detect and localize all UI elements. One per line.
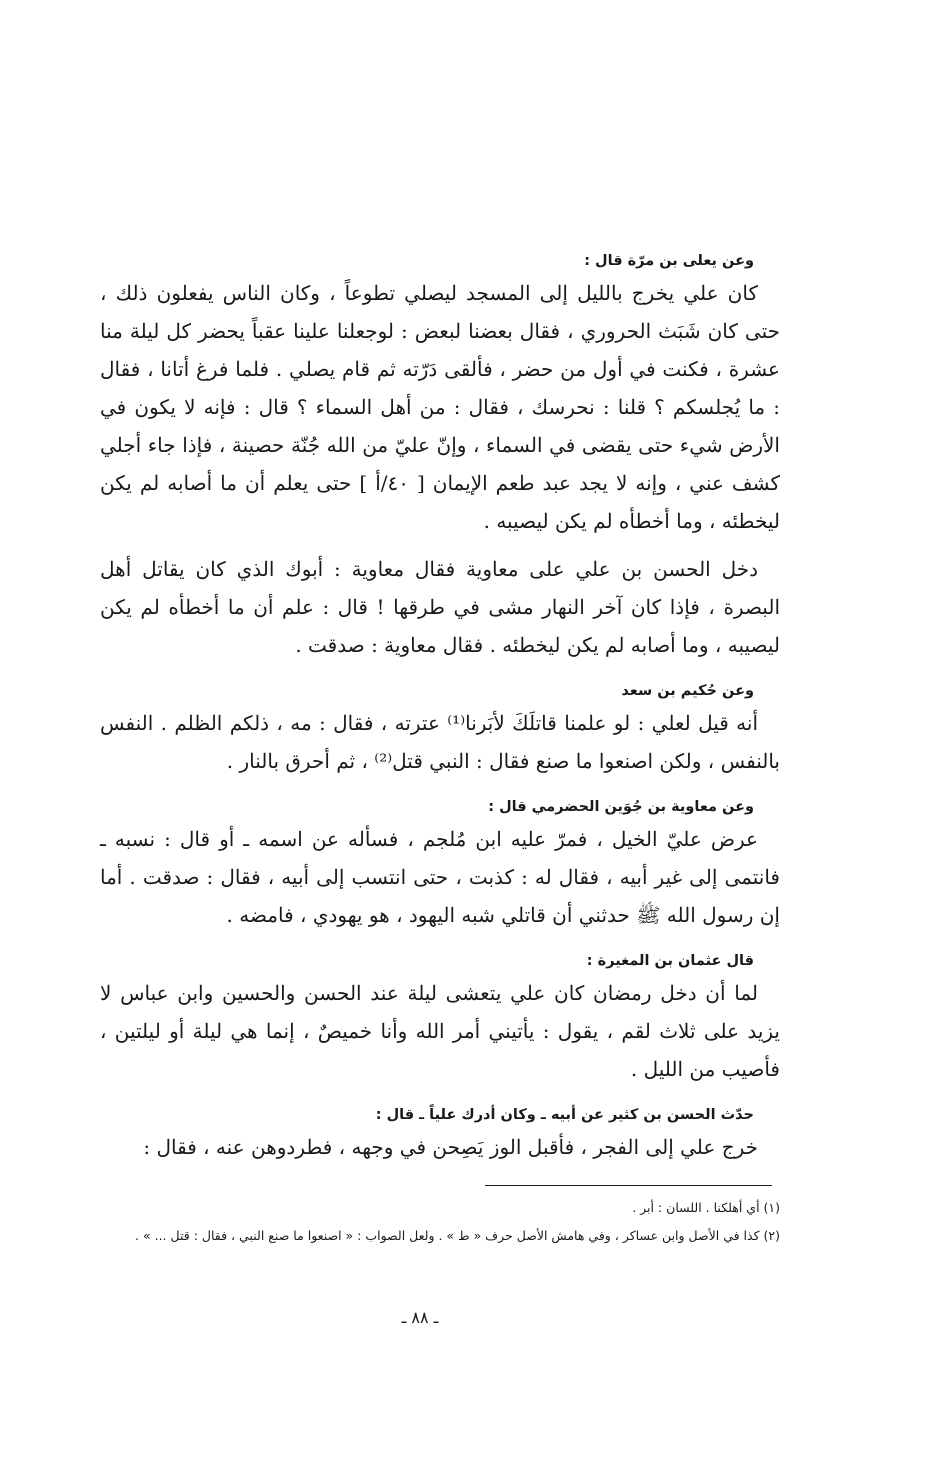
section-heading: وعن يعلى بن مرّة قال : bbox=[584, 253, 754, 269]
paragraph: لما أن دخل رمضان كان علي يتعشى ليلة عند الحسن والحسين وابن عباس لا يزيد على ثلاث لقم ، يقول : يأتيني أمر الله وأنا خميصٌ ، إنما هي ليلة أو ليلتين ، فأصيب من الليل . bbox=[100, 981, 780, 1081]
paragraph: خرج علي إلى الفجر ، فأقبل الوز يَصِحن في وجهه ، فطردوهن عنه ، فقال : bbox=[143, 1135, 758, 1159]
paragraph: دخل الحسن بن علي على معاوية فقال معاوية : أبوك الذي كان يقاتل أهل البصرة ، فإذا كان آخر النهار مشى في طرقها ! قال : علم أن ما أخطأه لم يكن ليصيبه ، وما أصابه لم يكن ليخطئه . فقال معاوية : صدقت . bbox=[100, 557, 780, 657]
footnotes bbox=[100, 1194, 780, 1250]
paragraph: عرض عليّ الخيل ، فمرّ عليه ابن مُلجم ، فسأله عن اسمه ـ أو قال : نسبه ـ فانتمى إلى غير أبيه ، فقال له : كذبت ، حتى انتسب إلى أبيه ، فقال : صدقت . أما إن رسول الله ﷺ حدثني أن قاتلي شبه اليهود ، هو يهودي ، فامضه . bbox=[100, 827, 780, 927]
section-heading: حدّث الحسن بن كثير عن أبيه ـ وكان أدرك علياً ـ قال : bbox=[375, 1107, 754, 1123]
paragraph: أنه قيل لعلي : لو علمنا قاتلَكَ لأبَرنا⁽¹⁾ عترته ، فقال : مه ، ذلكم الظلم . النفس بالنفس ، ولكن اصنعوا ما صنع فقال : النبي قتل⁽²⁾ ، ثم أحرق بالنار . bbox=[100, 711, 780, 773]
page-number: ـ ٨٨ ـ bbox=[401, 1308, 439, 1327]
paragraph: كان علي يخرج بالليل إلى المسجد ليصلي تطوعاً ، وكان الناس يفعلون ذلك ، حتى كان شَبَث الحروري ، فقال بعضنا لبعض : لوجعلنا علينا عقباً يحضر كل ليلة منا عشرة ، فكنت في أول من حضر ، فألقى دَرّته ثم قام يصلي . فلما فرغ أتانا ، فقال : ما يُجلسكم ؟ قلنا : نحرسك ، فقال : من أهل السماء ؟ قال : فإنه لا يكون في الأرض شيء حتى يقضى في السماء ، وإنّ عليّ من الله جُنّة حصينة ، فإذا جاء أجلي كشف عني ، وإنه لا يجد عبد طعم الإيمان [ ٤٠/أ ] حتى يعلم أن ما أصابه لم يكن ليخطئه ، وما أخطأه لم يكن ليصيبه . bbox=[100, 281, 781, 533]
page-body bbox=[100, 248, 780, 1166]
footnote: (٢) كذا في الأصل وابن عساكر ، وفي هامش الأصل حرف « ط » . ولعل الصواب : « اصنعوا ما صنع النبي ، فقال : قتل ... » . bbox=[135, 1228, 780, 1243]
footnote-divider bbox=[485, 1185, 772, 1186]
section-heading: قال عثمان بن المغيرة : bbox=[586, 953, 754, 969]
footnote: (١) أي أهلكنا . اللسان : أبر . bbox=[632, 1200, 780, 1215]
section-heading: وعن معاوية بن جُوَين الحضرمي قال : bbox=[488, 799, 754, 815]
section-heading: وعن حُكيم بن سعد bbox=[621, 683, 754, 699]
